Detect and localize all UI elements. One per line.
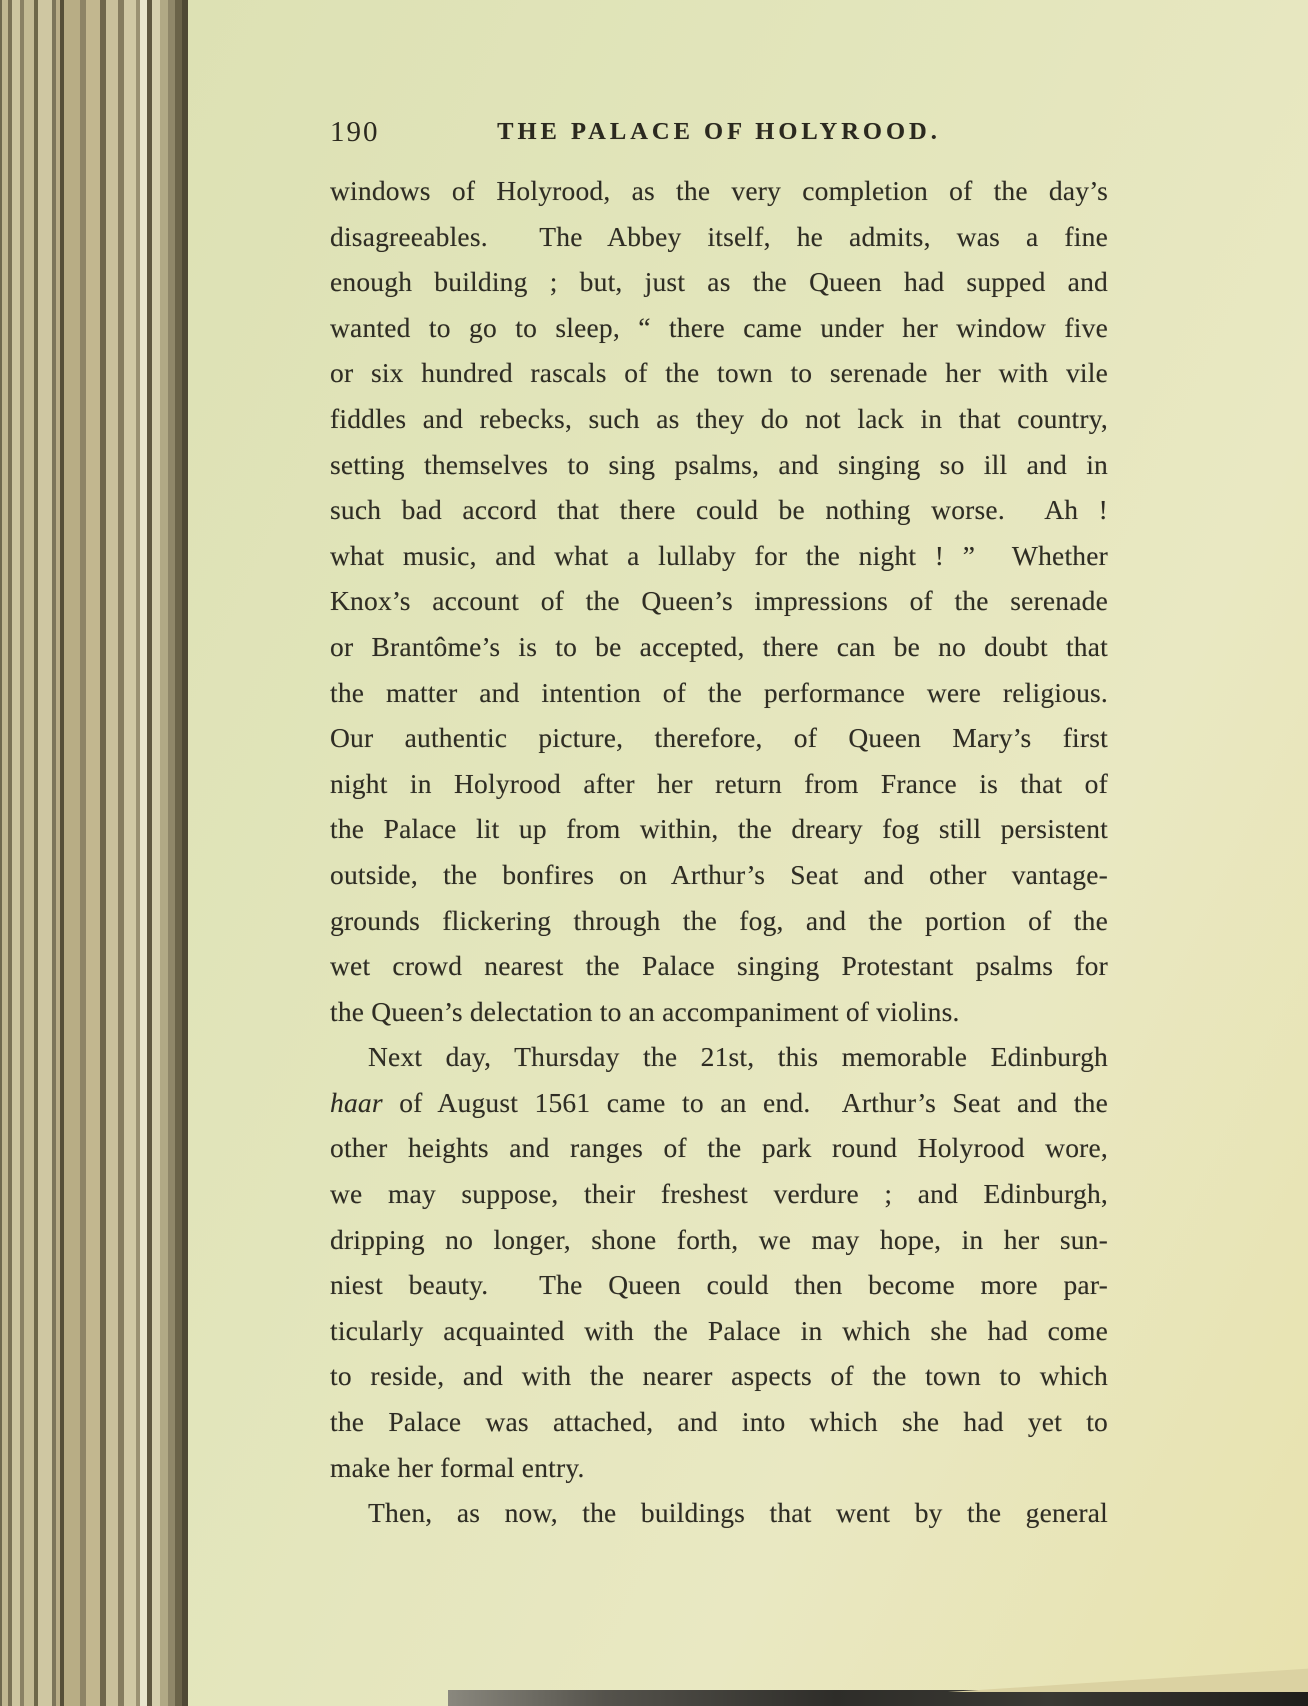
text-segment: Knox’s account of the Queen’s impressions of the serenade <box>330 585 1108 617</box>
text-line <box>330 624 1108 670</box>
text-line <box>330 1125 1108 1171</box>
text-segment: wanted to go to sleep, “ there came under her window five <box>330 311 1108 343</box>
text-line <box>330 1262 1108 1308</box>
paragraph <box>330 1034 1108 1490</box>
text-line <box>330 761 1108 807</box>
text-line <box>330 1308 1108 1354</box>
text-segment: to reside, and with the nearer aspects of the town to which <box>330 1360 1108 1392</box>
text-line <box>330 396 1108 442</box>
text-segment: what music, and what a lullaby for the night ! ” Whether <box>330 539 1108 571</box>
text-line <box>330 1217 1108 1263</box>
text-line <box>330 943 1108 989</box>
text-line <box>330 989 1108 1035</box>
page-number: 190 <box>330 116 380 148</box>
text-line <box>330 442 1108 488</box>
text-segment: grounds flickering through the fog, and the portion of the <box>330 904 1108 936</box>
text-segment: setting themselves to sing psalms, and singing so ill and in <box>330 448 1108 480</box>
text-segment: wet crowd nearest the Palace singing Protestant psalms for <box>330 950 1108 982</box>
text-segment: the Palace was attached, and into which she had yet to <box>330 1406 1108 1438</box>
text-line <box>330 1490 1108 1536</box>
text-line <box>330 806 1108 852</box>
text-segment: the matter and intention of the performance were religious. <box>330 676 1108 708</box>
text-segment: or six hundred rascals of the town to serenade her with vile <box>330 357 1108 389</box>
text-segment: fiddles and rebecks, such as they do not lack in that country, <box>330 402 1108 434</box>
text-line <box>330 168 1108 214</box>
italic-word: haar <box>330 1086 383 1118</box>
text-line <box>330 1034 1108 1080</box>
text-segment: we may suppose, their freshest verdure ; and Edinburgh, <box>330 1178 1108 1210</box>
text-segment: make her formal entry. <box>330 1451 585 1483</box>
text-line <box>330 1080 1108 1126</box>
book-fore-edge-strip <box>0 0 188 1706</box>
text-block <box>330 168 1108 1536</box>
text-segment: such bad accord that there could be nothing worse. Ah ! <box>330 494 1108 526</box>
text-line <box>330 715 1108 761</box>
text-line <box>330 533 1108 579</box>
text-line <box>330 578 1108 624</box>
text-line <box>330 1445 1108 1491</box>
text-line <box>330 852 1108 898</box>
bottom-corner-page-edge <box>948 1666 1308 1692</box>
text-line <box>330 487 1108 533</box>
text-line <box>330 670 1108 716</box>
text-segment: enough building ; but, just as the Queen had supped and <box>330 266 1108 298</box>
text-segment: niest beauty. The Queen could then become more par- <box>330 1269 1108 1301</box>
text-segment: windows of Holyrood, as the very completion of the day’s <box>330 175 1108 206</box>
text-line <box>330 1353 1108 1399</box>
text-line <box>330 1399 1108 1445</box>
text-segment: night in Holyrood after her return from France is that of <box>330 767 1108 799</box>
text-segment: other heights and ranges of the park round Holyrood wore, <box>330 1132 1108 1164</box>
text-segment: Our authentic picture, therefore, of Queen Mary’s first <box>330 722 1108 754</box>
text-line <box>330 1171 1108 1217</box>
text-segment: disagreeables. The Abbey itself, he admits, was a fine <box>330 220 1108 252</box>
text-segment: ticularly acquainted with the Palace in which she had come <box>330 1314 1108 1346</box>
text-line <box>330 350 1108 396</box>
text-segment: the Palace lit up from within, the dreary fog still persistent <box>330 813 1108 845</box>
text-segment: outside, the bonfires on Arthur’s Seat and other vantage- <box>330 858 1108 890</box>
text-segment: or Brantôme’s is to be accepted, there can be no doubt that <box>330 630 1108 662</box>
text-line <box>330 305 1108 351</box>
running-header <box>330 112 1108 156</box>
text-segment: Next day, Thursday the 21st, this memorable Edinburgh <box>368 1041 1108 1073</box>
paragraph <box>330 168 1108 1034</box>
paragraph <box>330 1490 1108 1536</box>
text-segment: Then, as now, the buildings that went by the general <box>368 1497 1108 1529</box>
bottom-shadow <box>448 1690 1308 1706</box>
header-title: THE PALACE OF HOLYROOD. <box>497 118 941 145</box>
text-line <box>330 898 1108 944</box>
text-line <box>330 214 1108 260</box>
text-segment: the Queen’s delectation to an accompaniment of violins. <box>330 995 960 1027</box>
text-segment: of August 1561 came to an end. Arthur’s Seat and the <box>382 1086 1108 1118</box>
text-segment: dripping no longer, shone forth, we may hope, in her sun- <box>330 1223 1108 1255</box>
text-line <box>330 259 1108 305</box>
